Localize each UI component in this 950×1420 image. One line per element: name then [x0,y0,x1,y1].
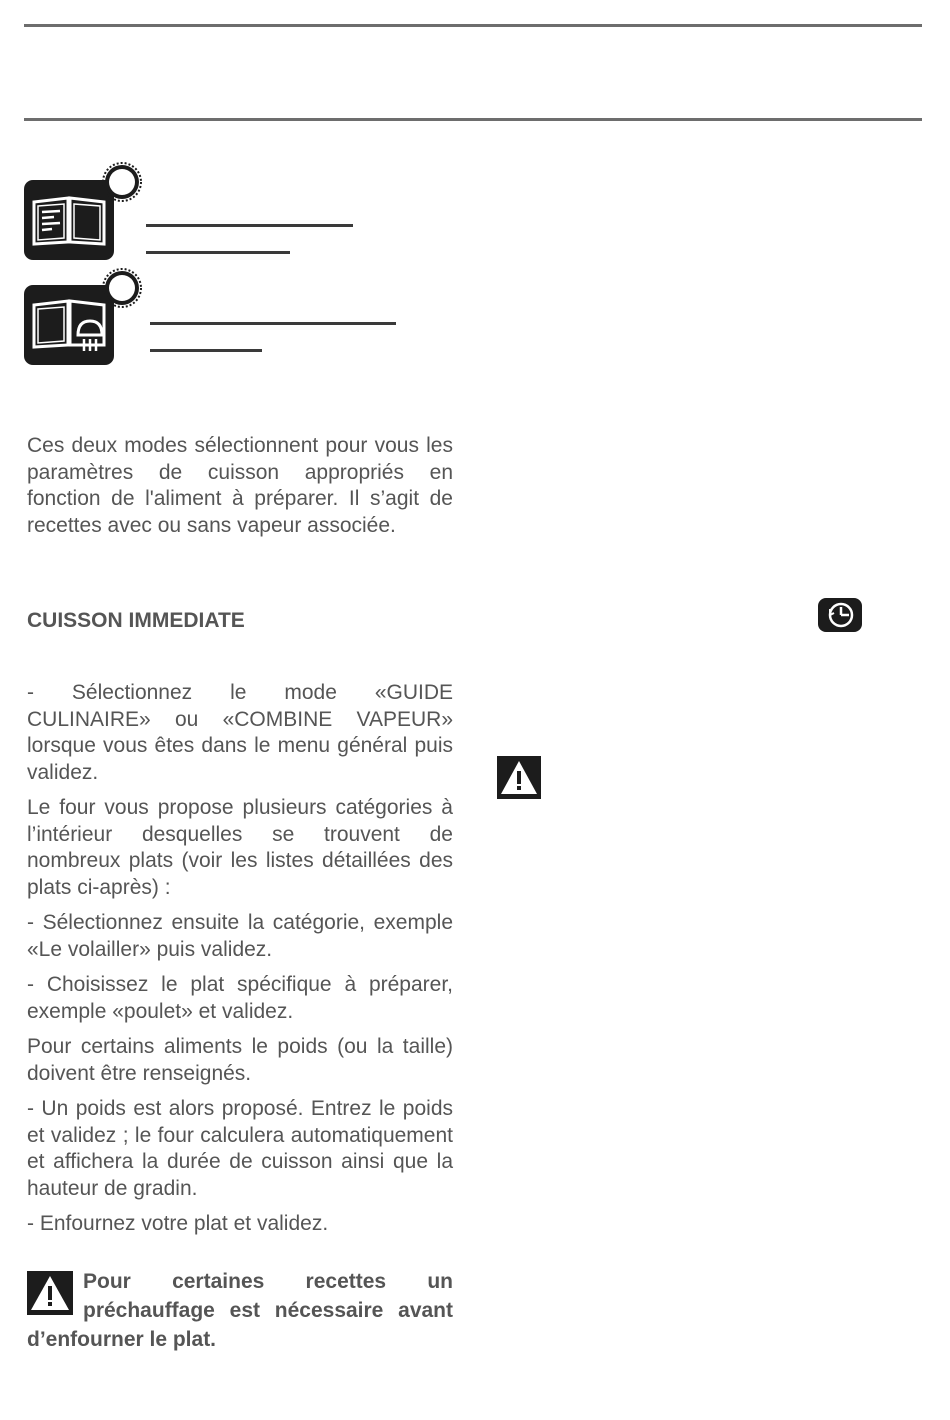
step-paragraph: - Sélectionnez le mode «GUIDE CULINAIRE» ou «COMBINE VAPEUR» lorsque vous êtes dans le menu général puis validez. [27,681,453,784]
section-title: CUISSON IMMEDIATE [27,609,245,632]
steps-list [27,680,453,1247]
step-paragraph: - Enfournez votre plat et validez. [27,1212,329,1235]
mode-heading-line [150,322,396,325]
cookbook-icon [24,180,114,260]
header-rule [24,118,922,121]
step-paragraph: Pour certains aliments le poids (ou la taille) doivent être renseignés. [27,1035,453,1085]
warning-note [27,1267,453,1354]
step-paragraph: - Un poids est alors proposé. Entrez le poids et validez ; le four calculera automatiquement et affichera la durée de cuisson ainsi que la hauteur de gradin. [27,1097,453,1200]
warning-icon [27,1271,73,1315]
mode-heading-line [150,349,262,352]
sun-badge-icon [102,162,142,202]
intro-text: Ces deux modes sélectionnent pour vous les paramètres de cuisson appropriés en fonction de l'aliment à préparer. Il s’agit de recettes avec ou sans vapeur associée. [27,434,453,537]
steam-cookbook-icon [24,285,114,365]
step-paragraph: - Choisissez le plat spécifique à préparer, exemple «poulet» et validez. [27,973,453,1023]
step-paragraph: - Sélectionnez ensuite la catégorie, exemple «Le volailler» puis validez. [27,911,453,961]
intro-paragraph [27,433,453,539]
warning-text: Pour certaines recettes un préchauffage est nécessaire avant d’enfourner le plat. [27,1270,453,1351]
mode-heading-line [146,224,353,227]
warning-icon [497,756,541,799]
sun-badge-icon [102,268,142,308]
timer-icon [818,598,862,632]
mode-heading-line [146,251,290,254]
step-paragraph: Le four vous propose plusieurs catégories à l’intérieur desquelles se trouvent de nombreux plats (voir les listes détaillées des plats ci-après) : [27,796,453,899]
top-rule [24,24,922,27]
